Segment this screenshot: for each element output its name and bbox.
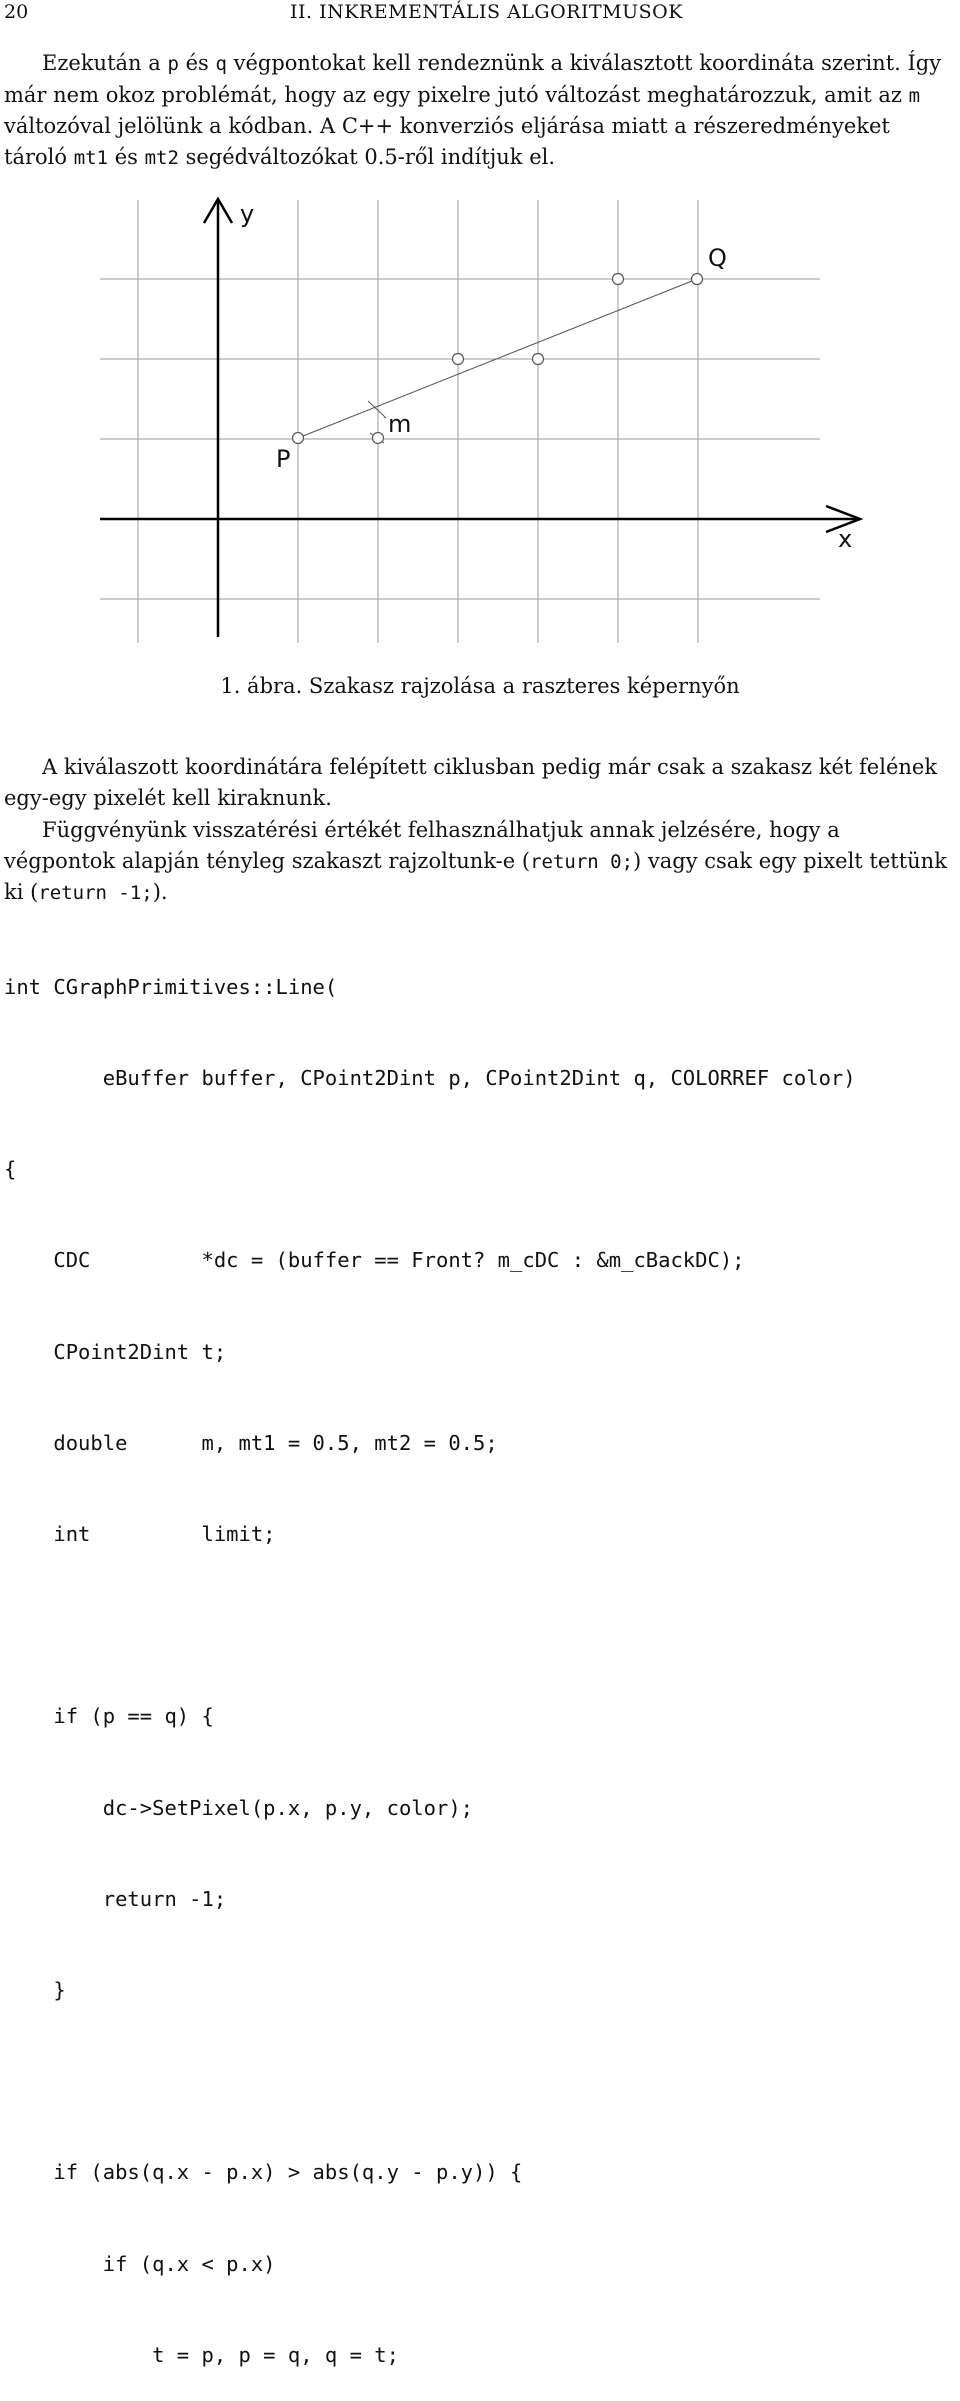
code-line: dc->SetPixel(p.x, p.y, color); (4, 1795, 473, 1820)
pixel-marker-p (293, 433, 304, 444)
code-line: CPoint2Dint t; (4, 1339, 227, 1364)
code-line: eBuffer buffer, CPoint2Dint p, CPoint2Dint q, COLORREF color) (4, 1066, 856, 1091)
code-line: return -1; (4, 1886, 227, 1911)
axes (100, 199, 860, 637)
text-run: végpontokat kell rendeznünk a kiválasztott koordináta szerint. Így már nem okoz problémát, hogy az egy pixelre jutó változást meghatározzuk, amit az (4, 51, 942, 107)
pixel-marker (453, 354, 464, 365)
code-line: if (abs(q.x - p.x) > abs(q.y - p.y)) { (4, 2160, 523, 2185)
text-run: Függvényünk visszatérési értékét felhasználhatjuk annak jelzésére, hogy a végpontok alapján tényleg szakaszt rajzoltunk-e ( (4, 818, 840, 873)
running-head: II. INKREMENTÁLIS ALGORITMUSOK (290, 1, 683, 23)
code-line: { (4, 1157, 17, 1182)
text-run: ) vagy csak egy pixelt tettünk ki ( (4, 848, 947, 905)
inline-code: mt1 (73, 146, 109, 169)
pixel-marker (613, 274, 624, 285)
code-line: t = p, p = q, q = t; (4, 2342, 399, 2367)
slope-label-m: m (388, 410, 412, 438)
code-line: double m, mt1 = 0.5, mt2 = 0.5; (4, 1430, 498, 1455)
inline-code: p (167, 53, 179, 75)
text-run: A kiválaszott koordinátára felépített ciklusban pedig már csak a szakasz két felének egy-egy pixelét kell kiraknunk. (4, 755, 938, 810)
paragraph-return (4, 815, 956, 909)
code-line: CDC *dc = (buffer == Front? m_cDC : &m_cBackDC); (4, 1248, 745, 1273)
inline-code: m (908, 84, 921, 107)
code-line: if (p == q) { (4, 1704, 214, 1729)
page-header (0, 0, 960, 30)
code-listing (4, 911, 856, 2401)
inline-code: return 0; (530, 850, 634, 873)
axis-label-y: y (240, 200, 255, 228)
axis-label-x: x (838, 525, 853, 553)
code-line (4, 1610, 856, 1640)
text-run: és (108, 144, 145, 169)
pixel-marker (533, 354, 544, 365)
pixel-marker (373, 433, 384, 444)
code-line: if (q.x < p.x) (4, 2251, 276, 2276)
raster-line-figure (100, 195, 870, 643)
paragraph-intro (4, 48, 956, 173)
page-number: 20 (4, 1, 29, 23)
inline-code: mt2 (144, 146, 179, 169)
figure-caption: 1. ábra. Szakasz rajzolása a raszteres képernyőn (220, 674, 740, 698)
text-run: változóval jelölünk a kódban. A C++ konverziós eljárása miatt a részeredményeket tároló (4, 114, 890, 169)
text-run: Ezekután a (42, 51, 168, 75)
point-label-p: P (276, 445, 291, 473)
point-label-q: Q (708, 244, 727, 272)
line-segment-group (298, 279, 697, 443)
inline-code: return -1; (38, 882, 153, 905)
code-line: int limit; (4, 1522, 276, 1547)
pixel-marker-q (692, 274, 703, 285)
code-line: int CGraphPrimitives::Line( (4, 974, 338, 999)
text-run: segédváltozókat 0.5-ről indítjuk el. (178, 144, 556, 169)
code-line (4, 2066, 856, 2096)
text-run: ). (152, 880, 168, 905)
text-run: és (178, 51, 216, 75)
inline-code: q (215, 53, 227, 75)
paragraph-loop (4, 752, 956, 813)
code-line: } (4, 1978, 66, 2003)
